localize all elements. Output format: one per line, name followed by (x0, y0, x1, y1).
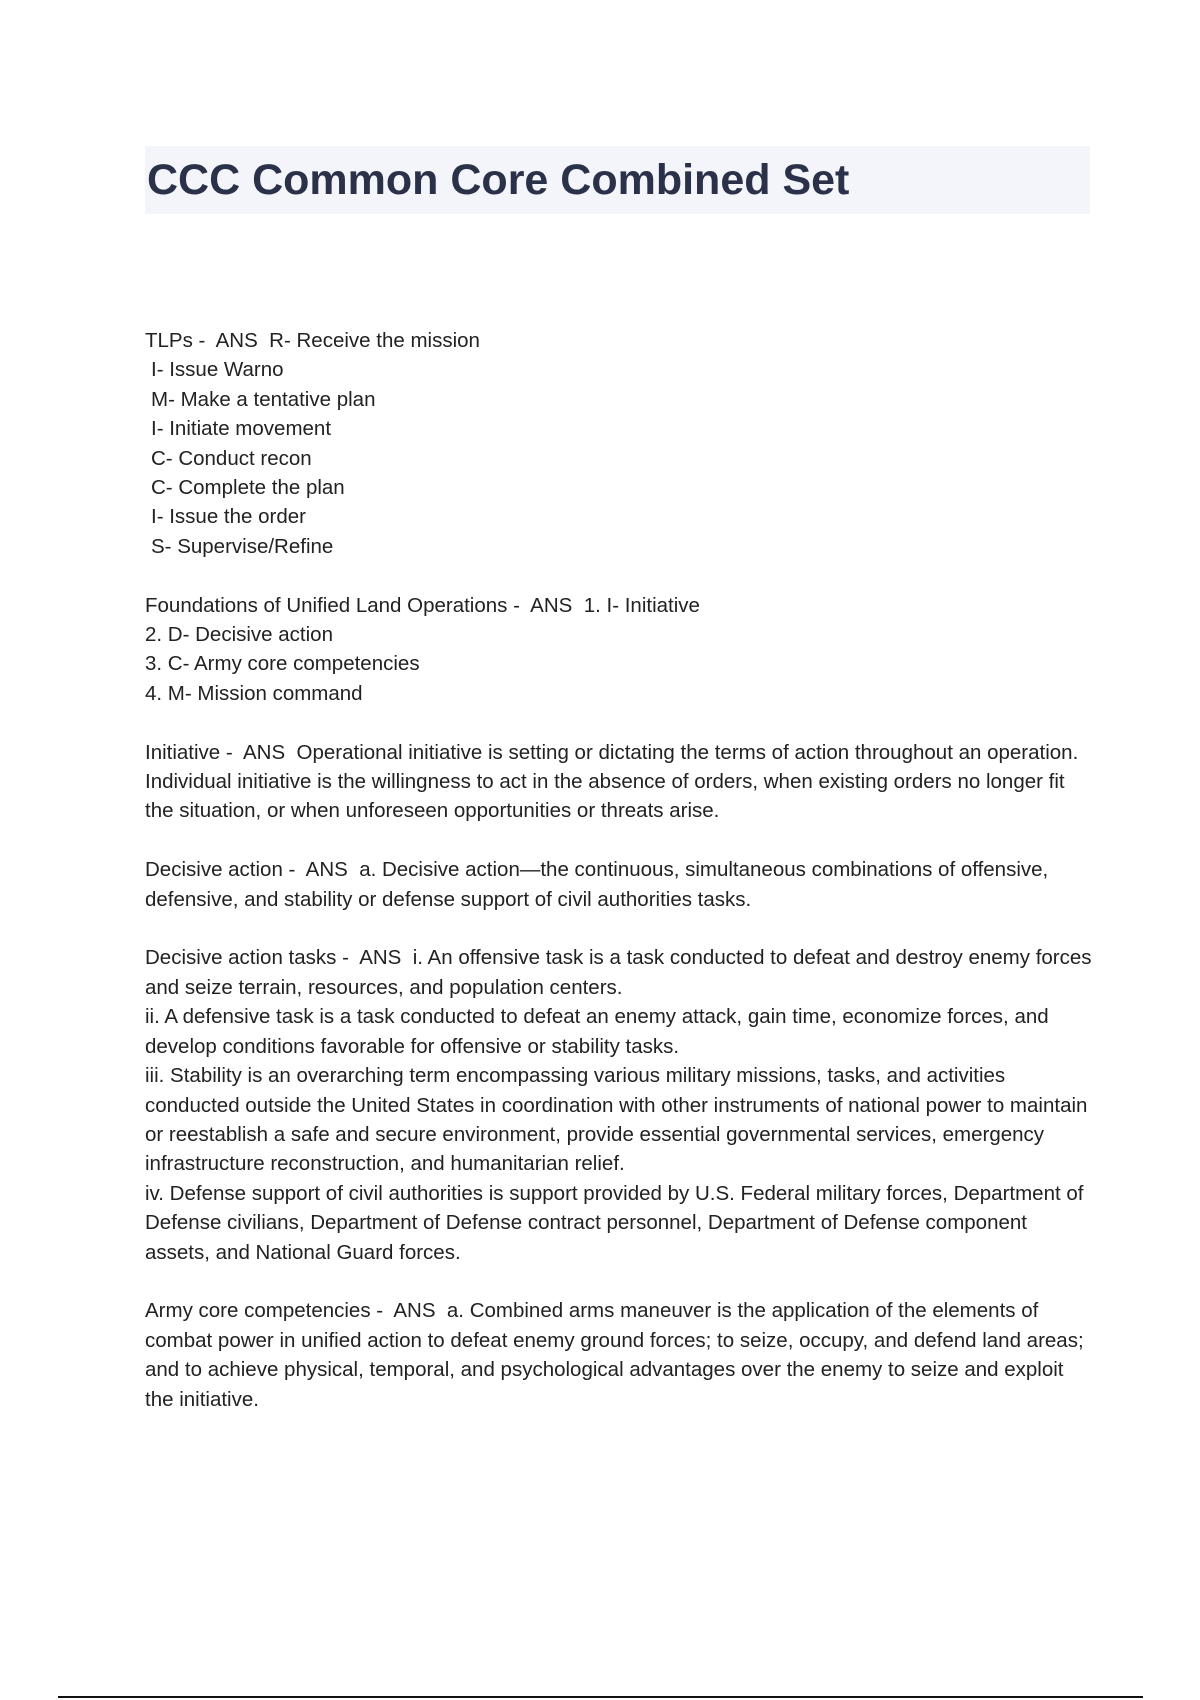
entry-decisive-action-tasks (145, 943, 1098, 1266)
entry-text: Decisive action - ANS a. Decisive action—the continuous, simultaneous combinations of offensive, defensive, and stability or defense support of civil authorities tasks. (145, 858, 1054, 911)
entry-decisive-action (145, 855, 1095, 914)
answer-paragraph: iv. Defense support of civil authorities is support provided by U.S. Federal military forces, Department of Defense civilians, Department of Defense contract personnel, Department of Defense component assets, and National Guard forces. (145, 1181, 1084, 1264)
answer-line: S- Supervise/Refine (151, 534, 334, 558)
answer-paragraph: iii. Stability is an overarching term encompassing various military missions, tasks, and activities conducted outside the United States in coordination with other instruments of national power to maintain or reestablish a safe and secure environment, provide essential governmental services, emergency infrastructure reconstruction, and humanitarian relief. (145, 1064, 1088, 1176)
answer-line: 3. C- Army core competencies (145, 652, 420, 676)
answer-line: C- Conduct recon (151, 446, 312, 470)
entry-text: Decisive action tasks - ANS i. An offensive task is a task conducted to defeat and destroy enemy forces and seize terrain, resources, and population centers. (145, 946, 1098, 999)
answer-line: 4. M- Mission command (145, 681, 363, 705)
answer-paragraph: ii. A defensive task is a task conducted to defeat an enemy attack, gain time, economize forces, and develop conditions favorable for offensive or stability tasks. (145, 1005, 1049, 1058)
answer-line: 2. D- Decisive action (145, 623, 333, 647)
answer-line: C- Complete the plan (151, 476, 345, 500)
entry-term: TLPs - ANS R- Receive the mission (145, 329, 480, 352)
entry-text: Army core competencies - ANS a. Combined arms maneuver is the application of the elements of combat power in unified action to defeat enemy ground forces; to seize, occupy, and defend land areas; and to achieve physical, temporal, and psychological advantages over the enemy to seize and exploit the initiative. (145, 1299, 1090, 1411)
answer-line: I- Initiate movement (151, 417, 332, 441)
flashcard-content (145, 326, 1098, 1443)
entry-text: Initiative - ANS Operational initiative is setting or dictating the terms of action throughout an operation. Individual initiative is the willingness to act in the absence of orders, when existing orders no longer fit the situation, or when unforeseen opportunities or threats arise. (145, 740, 1084, 823)
entry-foundations (145, 591, 1095, 709)
entry-tlps (145, 326, 1095, 561)
footer-divider (58, 1696, 1143, 1698)
entry-term: Foundations of Unified Land Operations - ANS 1. I- Initiative (145, 593, 700, 617)
answer-line: M- Make a tentative plan (151, 387, 376, 411)
title-banner (145, 146, 1090, 214)
entry-initiative (145, 738, 1095, 826)
page-title: CCC Common Core Combined Set (147, 156, 850, 204)
answer-line: I- Issue the order (151, 505, 306, 529)
entry-army-core-competencies (145, 1296, 1095, 1414)
answer-line: I- Issue Warno (151, 358, 284, 382)
